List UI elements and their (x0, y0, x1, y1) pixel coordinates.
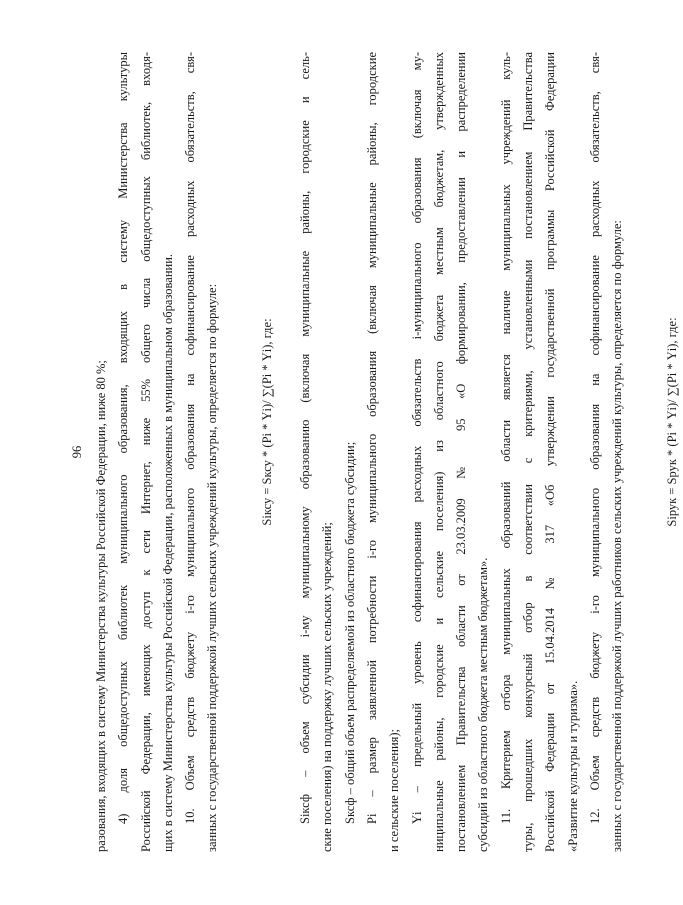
spacer (278, 52, 294, 852)
text-line: занных с государственной поддержкой лучших сельских учреждений культуры, определяется по формуле: (205, 283, 220, 852)
text-line: 12. Объем средств бюджету i-го муниципального образования на софинансирование расходных обязательств, свя- (587, 52, 602, 824)
text-line: разования, входящих в систему Министерства культуры Российской Федерации, ниже 80 %; (94, 360, 108, 852)
text-line: «Развитие культуры и туризма». (565, 680, 580, 852)
rotated-text-block (70, 52, 679, 852)
spacer (240, 52, 256, 852)
text-line: постановлением Правительства области от 23.03.2009 № 95 «О формировании, предоставлении и распределении (454, 52, 469, 852)
text-line: 10. Объем средств бюджету i-го муниципального образования на софинансирование расходных обязательств, свя- (183, 52, 198, 824)
text-line: ские поселения) на поддержку лучших сельских учреждений; (320, 522, 335, 852)
text-line: Sксф – общий объем распределяемой из областного бюджета субсидии; (342, 441, 357, 824)
text-line: щих в систему Министерства культуры Российской Федерации, расположенных в муниципальном образовании. (160, 253, 175, 852)
formula-line: Sірук = Sрук * (Pі * Yі)/ ∑(Pі * Yі), где: (664, 317, 679, 527)
text-line: и сельские поселения); (387, 728, 402, 852)
text-line: 11. Критерием отбора муниципальных образований области является наличие муниципальных учреждений куль- (498, 52, 513, 824)
text-line: занных с государственной поддержкой лучших работников сельских учреждений культуры, определяется по формуле: (610, 220, 625, 852)
text-line: Pі – размер заявленной потребности i-го муниципального образования (включая муниципальные районы, городские (364, 52, 379, 824)
text-line: субсидий из областного бюджета местным бюджетам». (476, 557, 491, 852)
page-number: 96 (70, 445, 84, 459)
formula-line: Sіксу = Sксу * (Pі * Yі)/ ∑(Pі * Yі), где: (259, 318, 274, 526)
text-line: туры, прошедших конкурсный отбор в соответствии с критериями, установленными постановлением Правительства (521, 52, 536, 852)
text-line: Yі – предельный уровень софинансирования расходных обязательств i-муниципального образования (включая му- (409, 52, 424, 824)
spacer (645, 52, 661, 852)
spacer (629, 52, 645, 852)
text-line: ниципальные районы, городские и сельские поселения) из областного бюджета местным бюджетам, утвержденных (431, 52, 446, 852)
text-line: 4) доля общедоступных библиотек муниципального образования, входящих в систему Министерства культуры (116, 52, 131, 824)
text-line: Российской Федерации, имеющих доступ к сети Интернет, ниже 55% общего числа общедоступных библиотек, входя- (138, 52, 153, 852)
document-body (90, 52, 683, 852)
text-line: Российской Федерации от 15.04.2014 № 317 «Об утверждении государственной программы Российской Федерации (543, 52, 558, 852)
text-line: Sіксф – объем субсидии i-му муниципальному образованию (включая муниципальные районы, городские и сель- (298, 52, 313, 824)
spacer (224, 52, 240, 852)
